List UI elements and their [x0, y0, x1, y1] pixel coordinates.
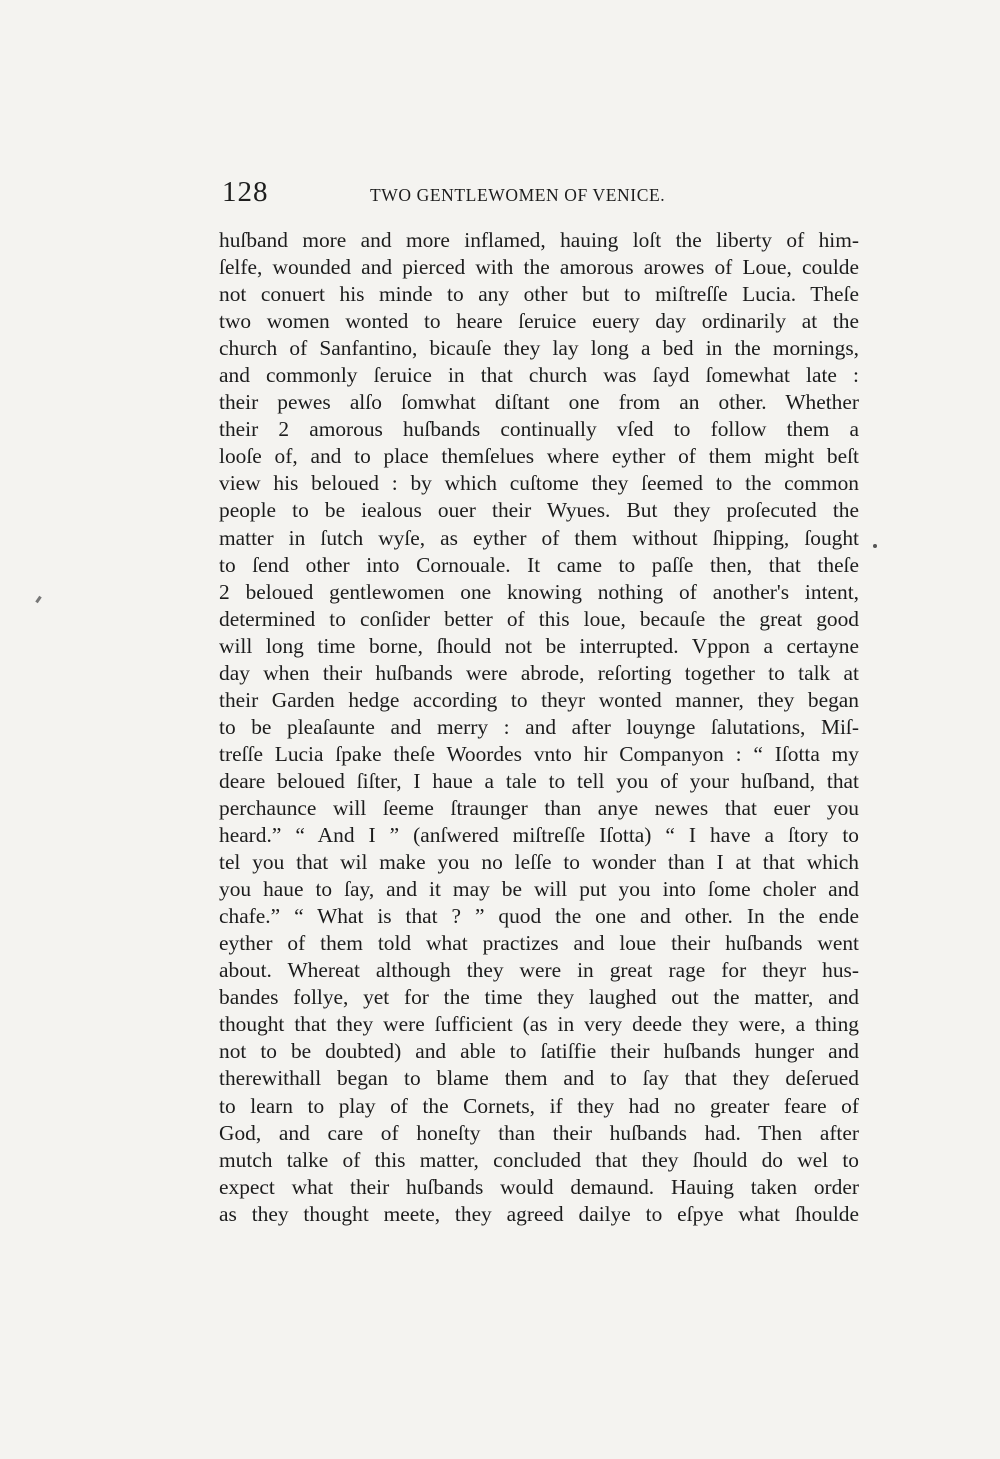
text-line: tel you that wil make you no leſſe to wonder than I at that which — [219, 850, 859, 875]
text-line: not to be doubted) and able to ſatiſfie their huſbands hunger and — [219, 1039, 859, 1064]
margin-speck — [35, 596, 41, 603]
text-line: church of Sanfantino, bicauſe they lay long a bed in the mornings, — [219, 336, 859, 361]
text-line: heard.” “ And I ” (anſwered miſtreſſe Iſotta) “ I have a ſtory to — [219, 823, 859, 848]
text-line: to ſend other into Cornouale. It came to paſſe then, that theſe — [219, 552, 859, 577]
text-line: not conuert his minde to any other but to miſtreſſe Lucia. Theſe — [219, 282, 859, 307]
text-line: thought that they were ſufficient (as in very deede they were, a thing — [219, 1012, 859, 1037]
text-line: treſſe Lucia ſpake theſe Woordes vnto hir Companyon : “ Iſotta my — [219, 741, 859, 766]
text-line: ſelfe, wounded and pierced with the amorous arowes of Loue, coulde — [219, 255, 859, 280]
text-line: matter in ſutch wyſe, as eyther of them without ſhipping, ſought — [219, 525, 859, 550]
text-line: their pewes alſo ſomwhat diſtant one from an other. Whether — [219, 390, 859, 415]
text-line: their Garden hedge according to theyr wonted manner, they began — [219, 687, 859, 712]
text-line: two women wonted to heare ſeruice euery day ordinarily at the — [219, 309, 859, 334]
text-line: people to be iealous ouer their Wyues. But they proſecuted the — [219, 498, 859, 523]
text-line: 2 beloued gentlewomen one knowing nothing of another's intent, — [219, 579, 859, 604]
running-head — [220, 176, 860, 210]
text-line: bandes follye, yet for the time they laughed out the matter, and — [219, 985, 859, 1010]
text-line: view his beloued : by which cuſtome they ſeemed to the common — [219, 471, 859, 496]
text-line: you haue to ſay, and it may be will put you into ſome choler and — [219, 877, 859, 902]
page-number: 128 — [222, 176, 269, 208]
text-line: God, and care of honeſty than their huſbands had. Then after — [219, 1120, 859, 1145]
text-line: about. Whereat although they were in great rage for theyr hus- — [219, 958, 859, 983]
text-line: eyther of them told what practizes and loue their huſbands went — [219, 931, 859, 956]
text-line: to learn to play of the Cornets, if they had no greater feare of — [219, 1093, 859, 1118]
text-line: deare beloued ſiſter, I haue a tale to tell you of your huſband, that — [219, 768, 859, 793]
text-line: chafe.” “ What is that ? ” quod the one and other. In the ende — [219, 904, 859, 929]
text-line: therewithall began to blame them and to ſay that they deſerued — [219, 1066, 859, 1091]
text-line: looſe of, and to place themſelues where eyther of them might beſt — [219, 444, 859, 469]
text-line: huſband more and more inflamed, hauing loſt the liberty of him- — [219, 228, 859, 252]
text-line: as they thought meete, they agreed dailye to eſpye what ſhoulde — [219, 1201, 859, 1226]
text-line: their 2 amorous huſbands continually vſed to follow them a — [219, 417, 859, 442]
text-line: will long time borne, ſhould not be interrupted. Vppon a certayne — [219, 633, 859, 658]
text-line: determined to conſider better of this loue, becauſe the great good — [219, 606, 859, 631]
text-line: mutch talke of this matter, concluded that they ſhould do wel to — [219, 1147, 859, 1172]
text-line: to be pleaſaunte and merry : and after louynge ſalutations, Miſ- — [219, 714, 859, 739]
text-line: expect what their huſbands would demaund. Hauing taken order — [219, 1174, 859, 1199]
text-line: day when their huſbands were abrode, reſorting together to talk at — [219, 660, 859, 685]
running-title: TWO GENTLEWOMEN OF VENICE. — [370, 185, 666, 205]
body-text — [219, 227, 859, 1228]
text-line: perchaunce will ſeeme ſtraunger than anye newes that euer you — [219, 795, 859, 820]
text-line: and commonly ſeruice in that church was ſayd ſomewhat late : — [219, 363, 859, 388]
margin-dot — [873, 544, 877, 548]
